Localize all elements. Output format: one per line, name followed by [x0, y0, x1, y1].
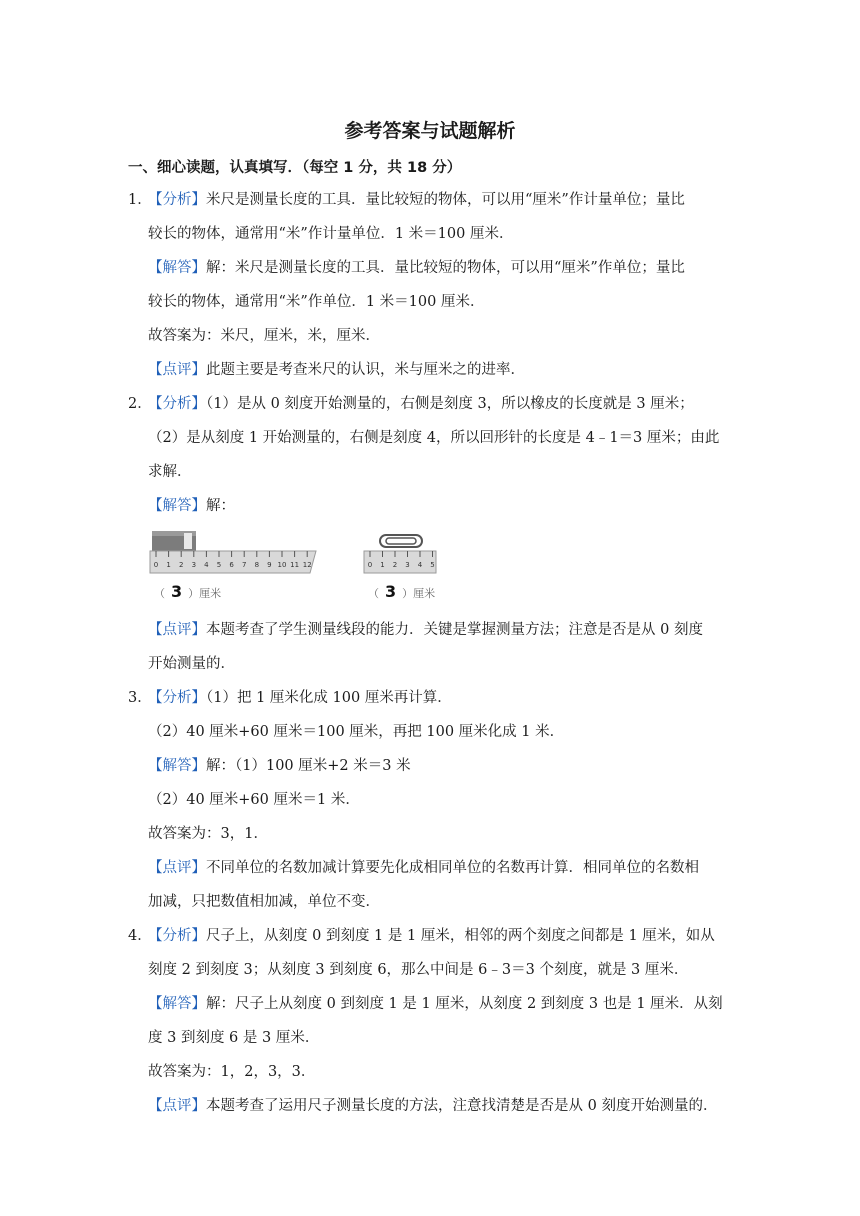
q2-answer-text: 解：	[206, 498, 235, 514]
q1-comment-line	[148, 360, 525, 380]
q3-comment-line	[148, 858, 699, 878]
q1-comment-text: 此题主要是考查米尺的认识，米与厘米之的进率．	[206, 362, 525, 378]
q2-analysis-line-3: 求解．	[148, 464, 192, 480]
ruler-1-tick-label: 10	[277, 561, 287, 569]
ruler-1-tick-label: 2	[178, 561, 184, 569]
comment-tag: 【点评】	[148, 622, 206, 638]
q4-comment-text: 本题考查了运用尺子测量长度的方法，注意找清楚是否是从 0 刻度开始测量的．	[206, 1098, 718, 1114]
q3-analysis-text: （1）把 1 厘米化成 100 厘米再计算．	[206, 690, 452, 706]
ruler-1-tick-label: 5	[216, 561, 222, 569]
question-number: 4．	[128, 928, 152, 944]
paperclip-icon	[380, 535, 422, 547]
q4-analysis-line	[128, 926, 715, 946]
q3-comment-text: 不同单位的名数加减计算要先化成相同单位的名数再计算．相同单位的名数相	[206, 860, 699, 876]
q3-analysis-line	[128, 688, 452, 708]
answer-tag: 【解答】	[148, 758, 206, 774]
ruler-1-tick-label: 9	[267, 561, 272, 569]
q2-analysis-line-2: （2）是从刻度 1 开始测量的，右侧是刻度 4，所以回形针的长度是 4﹣1＝3 厘米；由此	[148, 430, 720, 446]
ruler-1-tick-label: 0	[153, 561, 159, 569]
q4-answer-text: 解：尺子上从刻度 0 到刻度 1 是 1 厘米，从刻度 2 到刻度 3 也是 1 厘米．从刻	[206, 996, 723, 1012]
q1-analysis-line	[128, 190, 685, 210]
q1-analysis-line-2: 较长的物体，通常用“米”作计量单位．1 米＝100 厘米．	[148, 226, 514, 242]
ruler-1-tick-label: 7	[241, 561, 247, 569]
answer-tag: 【解答】	[148, 498, 206, 514]
q2-comment-line-2: 开始测量的．	[148, 656, 235, 672]
analysis-tag: 【分析】	[148, 690, 206, 706]
ruler-1-tick-label: 11	[290, 561, 300, 569]
q4-analysis-text: 尺子上，从刻度 0 到刻度 1 是 1 厘米，相邻的两个刻度之间都是 1 厘米，如从	[206, 928, 715, 944]
question-number: 2．	[128, 396, 152, 412]
q2-analysis-line	[128, 394, 694, 414]
ruler-1-tick-label: 4	[204, 561, 209, 569]
q4-answer-line-3: 故答案为：1，2，3，3．	[148, 1064, 316, 1080]
ruler-1-tick-label: 12	[302, 561, 312, 569]
ruler-1-tick-label: 6	[229, 561, 234, 569]
fig2-unit: 厘米	[413, 587, 436, 600]
question-number: 3．	[128, 690, 152, 706]
q2-comment-text: 本题考查了学生测量线段的能力．关键是掌握测量方法；注意是否是从 0 刻度	[206, 622, 703, 638]
page-title: 参考答案与试题解析	[344, 120, 516, 142]
analysis-tag: 【分析】	[148, 192, 206, 208]
question-number: 1．	[128, 192, 152, 208]
q1-answer-text: 解：米尺是测量长度的工具．量比较短的物体，可以用“厘米”作单位；量比	[206, 260, 685, 276]
ruler-2-tick-label: 3	[405, 561, 410, 569]
analysis-tag: 【分析】	[148, 928, 206, 944]
q2-comment-line	[148, 620, 703, 640]
ruler-2-tick-label: 0	[367, 561, 373, 569]
answer-tag: 【解答】	[148, 996, 206, 1012]
q1-answer-line-2: 较长的物体，通常用“米”作单位．1 米＝100 厘米．	[148, 294, 485, 310]
fig1-caption: （ 3 ）厘米	[154, 582, 222, 601]
ruler-1-tick-label: 1	[166, 561, 171, 569]
q3-answer-line-2: （2）40 厘米+60 厘米＝1 米．	[148, 792, 360, 808]
q3-answer-line-3: 故答案为：3，1．	[148, 826, 268, 842]
q1-answer-line	[148, 258, 685, 278]
q3-answer-text: 解：（1）100 厘米+2 米＝3 米	[206, 758, 411, 774]
comment-tag: 【点评】	[148, 1098, 206, 1114]
ruler-2-tick-label: 2	[392, 561, 398, 569]
answer-tag: 【解答】	[148, 260, 206, 276]
q2-analysis-text: （1）是从 0 刻度开始测量的，右侧是刻度 3，所以橡皮的长度就是 3 厘米；	[206, 396, 694, 412]
comment-tag: 【点评】	[148, 860, 206, 876]
fig1-unit: 厘米	[199, 587, 222, 600]
ruler-1-tick-label: 3	[191, 561, 197, 569]
fig1-answer: 3	[171, 582, 183, 601]
ruler-1-tick-label: 8	[254, 561, 260, 569]
analysis-tag: 【分析】	[148, 396, 206, 412]
ruler-2-tick-label: 4	[417, 561, 423, 569]
fig2-caption: （ 3 ）厘米	[368, 582, 436, 601]
q3-answer-line	[148, 756, 411, 776]
comment-tag: 【点评】	[148, 362, 206, 378]
q4-comment-line	[148, 1096, 717, 1116]
ruler-1	[150, 551, 316, 573]
ruler-2	[364, 551, 436, 573]
q1-answer-line-3: 故答案为：米尺，厘米，米，厘米．	[148, 328, 380, 344]
q3-comment-line-2: 加减，只把数值相加减，单位不变．	[148, 894, 380, 910]
fig2-answer: 3	[385, 582, 397, 601]
section-heading: 一、细心读题，认真填写．（每空 1 分，共 18 分）	[128, 160, 462, 176]
q2-answer-line	[148, 496, 235, 516]
ruler-2-tick-label: 5	[430, 561, 435, 569]
q1-analysis-text: 米尺是测量长度的工具．量比较短的物体，可以用“厘米”作计量单位；量比	[206, 192, 685, 208]
q4-answer-line-2: 度 3 到刻度 6 是 3 厘米．	[148, 1030, 320, 1046]
q4-answer-line	[148, 994, 723, 1014]
q3-analysis-line-2: （2）40 厘米+60 厘米＝100 厘米，再把 100 厘米化成 1 米．	[148, 724, 565, 740]
ruler-2-tick-label: 1	[380, 561, 385, 569]
q4-analysis-line-2: 刻度 2 到刻度 3；从刻度 3 到刻度 6，那么中间是 6﹣3＝3 个刻度，就是 3 厘米．	[148, 962, 689, 978]
